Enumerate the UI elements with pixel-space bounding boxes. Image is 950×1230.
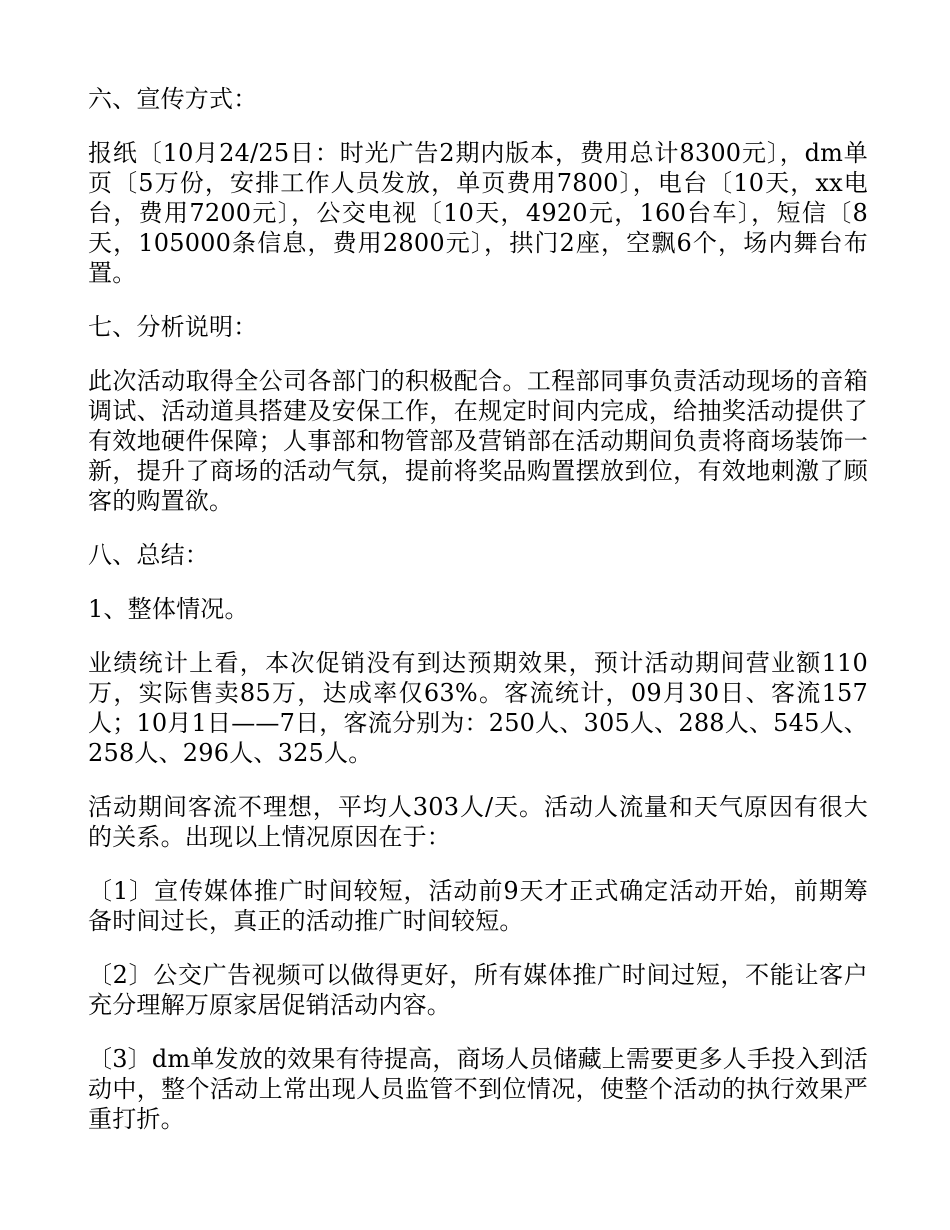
subsection-1-heading: 1、整体情况。 [88,595,249,623]
reason-3: 〔3〕dm单发放的效果有待提高，商场人员储藏上需要更多人手投入到活动中，整个活动上常出现人员监管不到位情况，使整个活动的执行效果严重打折。 [88,1045,868,1133]
section-6-heading: 六、宣传方式： [88,85,258,113]
traffic-paragraph: 活动期间客流不理想，平均人303人/天。活动人流量和天气原因有很大的关系。出现以上情况原因在于： [88,793,868,851]
section-6-body: 报纸〔10月24/25日：时光广告2期内版本，费用总计8300元〕，dm单页〔5万份，安排工作人员发放，单页费用7800〕，电台〔10天，xx电台，费用7200元〕，公交电视〔10天，4920元，160台车〕，短信〔8天，105000条信息，费用2800元〕，拱门2座，空飘6个，场内舞台布置。 [88,139,868,287]
section-7-body: 此次活动取得全公司各部门的积极配合。工程部同事负责活动现场的音箱调试、活动道具搭建及安保工作，在规定时间内完成，给抽奖活动提供了有效地硬件保障；人事部和物管部及营销部在活动期间负责将商场装饰一新，提升了商场的活动气氛，提前将奖品购置摆放到位，有效地刺激了顾客的购置欲。 [88,367,868,515]
reason-2: 〔2〕公交广告视频可以做得更好，所有媒体推广时间过短，不能让客户充分理解万原家居促销活动内容。 [88,961,868,1019]
reason-1: 〔1〕宣传媒体推广时间较短，活动前9天才正式确定活动开始，前期筹备时间过长，真正的活动推广时间较短。 [88,877,868,935]
section-7-heading: 七、分析说明： [88,313,258,341]
document-page [88,84,868,1158]
section-8-heading: 八、总结： [88,541,209,569]
performance-paragraph: 业绩统计上看，本次促销没有到达预期效果，预计活动期间营业额110万，实际售卖85万，达成率仅63%。客流统计，09月30日、客流157人；10月1日——7日，客流分别为：250人、305人、288人、545人、258人、296人、325人。 [88,649,868,767]
